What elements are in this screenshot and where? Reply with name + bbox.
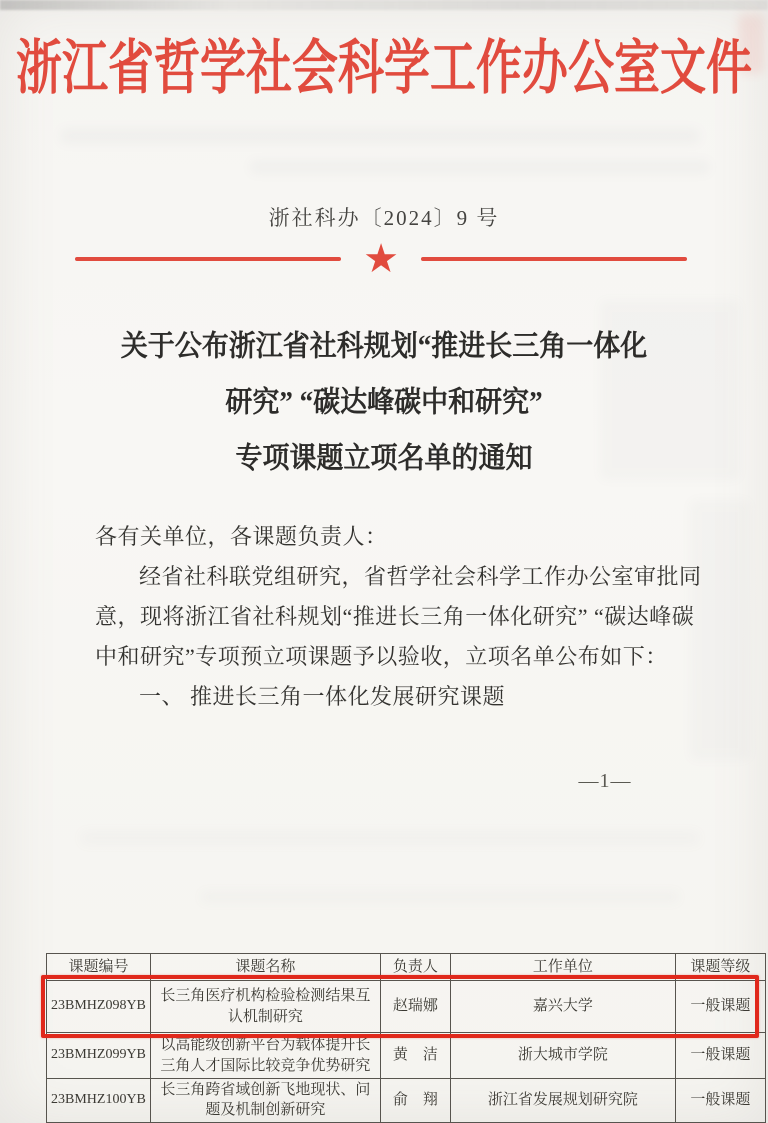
cell-project-id: 23BMHZ099YB — [47, 1033, 151, 1079]
col-header-unit: 工作单位 — [450, 954, 675, 981]
scan-edge-artifact — [0, 0, 768, 10]
cell-project-name: 长三角医疗机构检验检测结果互认机制研究 — [150, 981, 380, 1033]
star-icon: ★ — [363, 236, 399, 282]
divider-line-right — [421, 257, 687, 261]
col-header-leader: 负责人 — [380, 954, 450, 981]
table-row — [47, 981, 766, 1033]
col-header-project-id: 课题编号 — [47, 954, 151, 981]
body-line: 一、 推进长三角一体化发展研究课题 — [139, 684, 506, 709]
letterhead-title: 浙江省哲学社会科学工作办公室文件 — [16, 35, 752, 101]
cell-leader: 俞 翔 — [380, 1079, 450, 1123]
notice-title — [0, 318, 768, 486]
cell-grade: 一般课题 — [675, 981, 765, 1033]
cell-project-id: 23BMHZ098YB — [47, 981, 151, 1033]
table-header-row — [47, 954, 766, 981]
scan-artifact — [80, 830, 700, 846]
scan-artifact — [690, 500, 750, 760]
body-line: 经省社科联党组研究，省哲学社会科学工作办公室审批同 — [139, 564, 702, 589]
table-row — [47, 1033, 766, 1079]
body-line: 意，现将浙江省社科规划“推进长三角一体化研究” “碳达峰碳 — [95, 604, 695, 629]
table-row — [47, 1079, 766, 1123]
scan-artifact — [60, 128, 700, 144]
cell-project-name: 以高能级创新平台为载体提升长三角人才国际比较竞争优势研究 — [150, 1033, 380, 1079]
notice-body — [95, 517, 702, 717]
project-table — [46, 953, 766, 1123]
body-line: 各有关单位，各课题负责人： — [95, 524, 388, 549]
cell-leader: 赵瑞娜 — [380, 981, 450, 1033]
divider-line-left — [75, 257, 341, 261]
cell-grade: 一般课题 — [675, 1079, 765, 1123]
scan-artifact — [200, 890, 680, 904]
body-line: 中和研究”专项预立项课题予以验收，立项名单公布如下： — [95, 644, 668, 669]
page-number: —1— — [578, 770, 632, 792]
red-divider — [75, 236, 687, 282]
col-header-project-name: 课题名称 — [150, 954, 380, 981]
cell-unit: 嘉兴大学 — [450, 981, 675, 1033]
cell-unit: 浙大城市学院 — [450, 1033, 675, 1079]
scan-artifact — [250, 160, 710, 174]
notice-title-line: 研究” “碳达峰碳中和研究” — [225, 385, 543, 419]
cell-unit: 浙江省发展规划研究院 — [450, 1079, 675, 1123]
cell-leader: 黄 洁 — [380, 1033, 450, 1079]
notice-title-line: 专项课题立项名单的通知 — [235, 441, 533, 475]
cell-project-id: 23BMHZ100YB — [47, 1079, 151, 1123]
cell-grade: 一般课题 — [675, 1033, 765, 1079]
doc-number: 浙社科办〔2024〕9 号 — [268, 206, 500, 230]
col-header-grade: 课题等级 — [675, 954, 765, 981]
cell-project-name: 长三角跨省域创新飞地现状、问题及机制创新研究 — [150, 1079, 380, 1123]
notice-title-line: 关于公布浙江省社科规划“推进长三角一体化 — [120, 329, 648, 363]
